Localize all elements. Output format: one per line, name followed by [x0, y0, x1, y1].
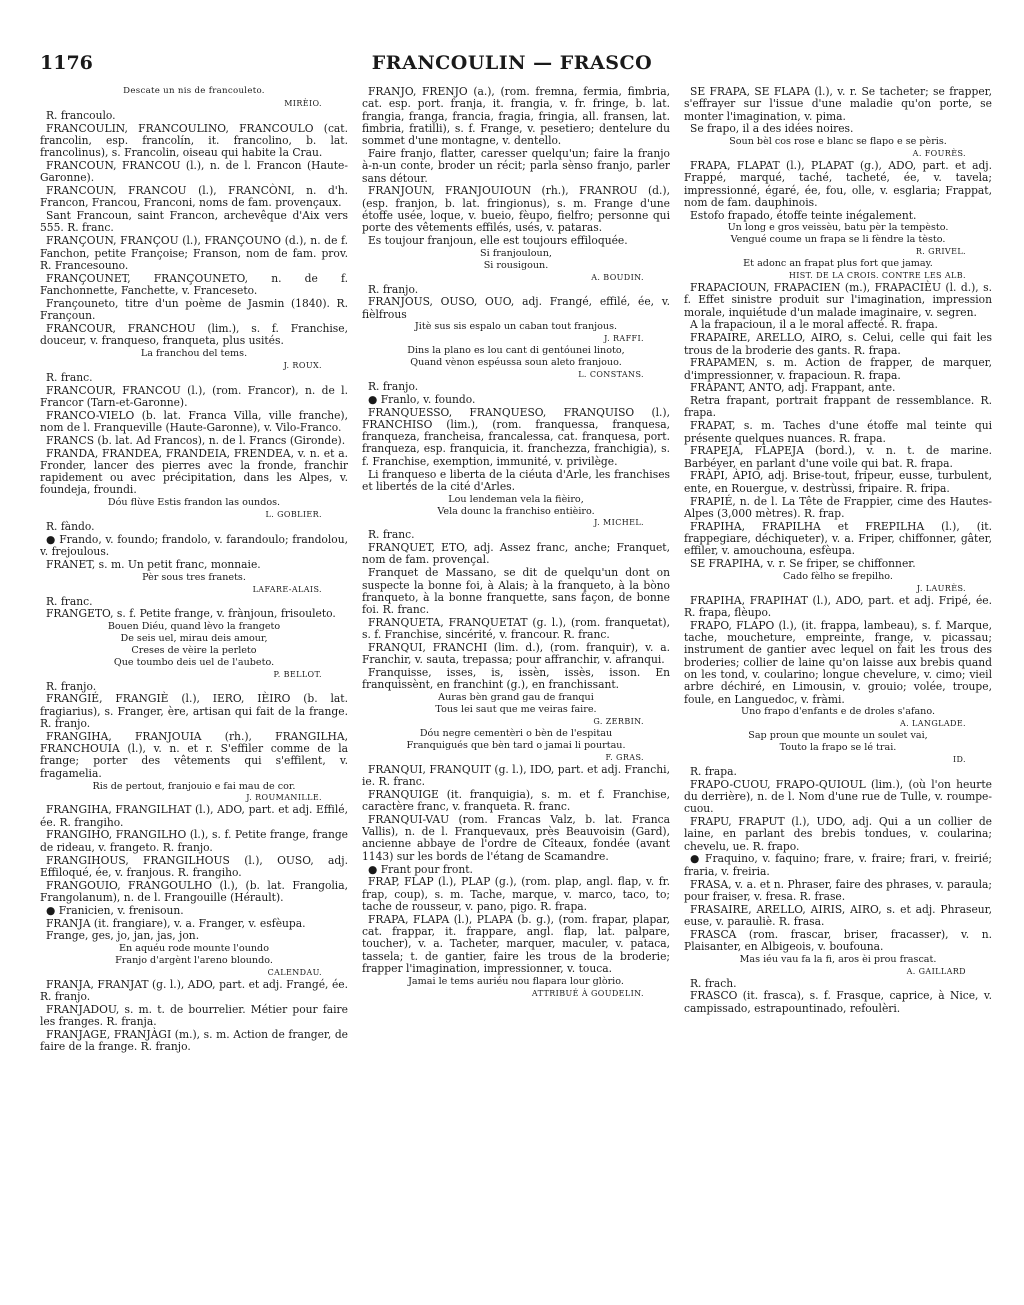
entry-paragraph: Se frapo, il a des idées noires.: [690, 122, 854, 136]
entry-paragraph: R. franjo.: [368, 380, 419, 393]
entry-paragraph: R. fàndo.: [46, 520, 95, 534]
entry-paragraph: FRASCO (it. frasca), s. f. Frasque, caprice, à Nice, v. campissado, estrapountinado, refoulèri.: [684, 989, 992, 1015]
entry-paragraph: FRANJA, FRANJAT (g. l.), ADO, part. et adj. Frangé, ée. R. franjo.: [40, 977, 348, 1004]
entry-paragraph: ● Frando, v. foundo; frandolo, v. farandoulo; frandolou, v. frejoulous.: [40, 532, 348, 559]
entry-paragraph: SE FRAPA, SE FLAPA (l.), v. r. Se tacheter; se frapper, s'effrayer sur l'issue d'une maladie qu'on porte, se monter l'imagination, v. pima.: [684, 86, 992, 123]
quotation-line: Lou lendeman vela la fièiro,: [448, 493, 584, 505]
quotation-line: Et adonc an frapat plus fort que jamay.: [743, 258, 933, 270]
entry-paragraph: FRANÇOUNET, FRANÇOUNETO, n. de f. Fanchonnette, Fanchette, v. Franceseto.: [40, 271, 348, 297]
entry-paragraph: FRAPA, FLAPA (l.), PLAPA (b. g.), (rom. frapar, plapar, cat. frappar, it. frappare, angl. flap, lat. palpare, toucher), v. a. Tacheter, marquer, maculer, v. pataca, tassela; t. de gantier, faire les trous de la broderie; frapper l'imagination, impressionner, v. touca.: [362, 912, 670, 975]
quotation-line: Franjo d'argènt l'areno bloundo.: [115, 955, 273, 967]
entry-paragraph: FRANQUESSO, FRANQUESO, FRANQUISO (l.), FRANCHISO (lim.), (rom. franquessa, franquesa, franqueza, francheisa, francalessa, cat. franquesa, port. franqueza, esp. franquicia, it. franchezza, franchigia), s. f. Franchise, exemption, immunité, v. privilège.: [362, 405, 670, 468]
quotation-line: Creses de vèire la perleto: [131, 644, 257, 656]
entry-paragraph: FRANGIÉ, FRANGIÈ (l.), IERO, IÈIRO (b. lat. fragiarius), s. Franger, ère, artisan qui fait de la frange. R. franjo.: [40, 692, 348, 731]
quotation-attribution: P. BELLOT.: [273, 669, 322, 679]
column-middle: [362, 86, 670, 1291]
entry-paragraph: Franquisse, isses, is, issèn, issès, isson. En franquissènt, en franchint (g.), en franchissant.: [362, 666, 670, 692]
entry-paragraph: FRANJOUN, FRANJOUIOUN (rh.), FRANROU (d.), (esp. franjon, b. lat. fringionus), s. m. Frange d'une étoffe usée, loque, v. bueio, fèupo, fielfro; personne qui porte des vêtements effilés, usés, v. pataras.: [362, 184, 670, 235]
entry-paragraph: FRAPU, FRAPUT (l.), UDO, adj. Qui a un collier de laine, en parlant des brebis tondues, v. coularina; chevelu, ue. R. frapo.: [684, 815, 992, 853]
entry-paragraph: FRANCS (b. lat. Ad Francos), n. de l. Francs (Gironde).: [46, 433, 346, 447]
quotation-line: Jitè sus sis espalo un caban tout franjous.: [414, 321, 618, 333]
entry-paragraph: FRANDA, FRANDEA, FRANDEIA, FRENDEA, v. n. et a. Fronder, lancer des pierres avec la fronde, franchir rapidement ou avec précipitation, dans les Alpes, v. foundeja, froundi.: [40, 446, 348, 497]
entry-paragraph: FRANCO-VIELO (b. lat. Franca Villa, ville franche), nom de l. Franqueville (Haute-Garonne), v. Vilo-Franco.: [40, 408, 348, 434]
entry-paragraph: Françouneto, titre d'un poème de Jasmin (1840). R. Françoun.: [40, 296, 348, 323]
entry-paragraph: R. franc.: [46, 370, 93, 384]
quotation-line: Un long e gros veissèu, batu pèr la tempèsto.: [727, 222, 949, 234]
quotation-line: La franchou del tems.: [140, 347, 248, 359]
entry-paragraph: FRANGIHO, FRANGILHO (l.), s. f. Petite frange, frange de rideau, v. frangeto. R. franjo.: [40, 828, 348, 854]
entry-paragraph: FRANJADOU, s. m. t. de bourrelier. Métier pour faire les franges. R. franja.: [40, 1002, 348, 1029]
quotation-line: Jamai le tems auriéu nou flapara lour glòrio.: [408, 975, 624, 987]
quotation-line: Sap proun que mounte un soulet vai,: [748, 730, 928, 742]
entry-paragraph: FRAPANT, ANTO, adj. Frappant, ante.: [690, 381, 896, 395]
entry-paragraph: FRAPEJA, FLAPEJA (bord.), v. n. t. de marine. Barbéyer, en parlant d'une voile qui bat. R. frapa.: [684, 444, 992, 470]
quotation-line: Descate un nis de francouleto.: [123, 86, 265, 96]
entry-paragraph: R. frapa.: [690, 764, 737, 778]
quotation-attribution: CALENDAU.: [267, 967, 322, 977]
entry-paragraph: ● Franicien, v. frenisoun.: [46, 903, 184, 917]
entry-paragraph: FRANJOUS, OUSO, OUO, adj. Frangé, effilé, ée, v. fièlfrous: [362, 295, 670, 321]
quotation-attribution: A. FOURÈS.: [912, 149, 966, 159]
entry-paragraph: R. franc.: [46, 594, 93, 608]
entry-paragraph: ● Franlo, v. foundo.: [368, 392, 476, 406]
quotation-attribution: J. MICHEL.: [594, 518, 644, 528]
entry-paragraph: FRAPIHA, FRAPILHA et FREPILHA (l.), (it. frappegiare, déchiqueter), v. a. Friper, chiffonner, gâter, effiler, v. amouchouna, esfèupa.: [684, 519, 992, 558]
entry-paragraph: FRAP, FLAP (l.), PLAP (g.), (rom. plap, angl. flap, v. fr. frap, coup), s. m. Tache, marque, v. marco, taco, to; tache de rousseur, v. pano, pigo. R. frapa.: [362, 875, 670, 913]
entry-paragraph: R. franjo.: [368, 282, 419, 296]
quotation-line: Dóu flùve Estis frandon las oundos.: [107, 497, 281, 509]
quotation-line: Vengué coume un frapa se li fèndre la tèsto.: [730, 234, 946, 246]
quotation-attribution: L. CONSTANS.: [578, 370, 644, 380]
entry-paragraph: FRANET, s. m. Un petit franc, monnaie.: [46, 557, 261, 571]
quotation-line: Mas iéu vau fa la fi, aros èi prou frascat.: [739, 953, 937, 965]
quotation-attribution: A. GAILLARD: [906, 966, 966, 976]
dictionary-columns: [40, 86, 992, 1291]
entry-paragraph: FRANGIHOUS, FRANGILHOUS (l.), OUSO, adj. Effiloqué, ée, v. franjous. R. frangiho.: [40, 853, 348, 879]
entry-paragraph: FRANCOUN, FRANCOU (l.), n. de l. Francon (Haute-Garonne).: [40, 159, 348, 185]
quotation-attribution: R. GRIVEL.: [915, 247, 966, 257]
quotation-line: Vela dounc la franchiso entièiro.: [437, 505, 595, 517]
entry-paragraph: ● Frant pour front.: [368, 862, 473, 876]
entry-paragraph: Es toujour franjoun, elle est toujours effiloquée.: [368, 234, 628, 248]
entry-paragraph: FRANQUET, ETO, adj. Assez franc, anche; Franquet, nom de fam. provençal.: [362, 541, 670, 567]
quotation-line: Si franjouloun,: [480, 247, 552, 259]
quotation-line: Franquigués que bèn tard o jamai li pourtau.: [406, 739, 626, 751]
entry-paragraph: Estofo frapado, étoffe teinte inégalement.: [690, 208, 917, 222]
entry-paragraph: FRANQUI, FRANCHI (lim. d.), (rom. franquir), v. a. Franchir, v. sauta, trepassa; pour affranchir, v. afranqui.: [362, 641, 670, 667]
column-left: [40, 86, 348, 1291]
entry-paragraph: FRANQUI, FRANQUIT (g. l.), IDO, part. et adj. Franchi, ie. R. franc.: [362, 762, 670, 788]
entry-paragraph: FRAPO, FLAPO (l.), (it. frappa, lambeau), s. f. Marque, tache, moucheture, empreinte, frange, v. picassau; instrument de gantier avec lequel on fait les trous des broderies; collier de laine qu'on laisse aux brebis quand on les tond, v. coularino; longue chevelure, v. cimo; vieil arbre déchiré, en Limousin, v. grouio; volée, troupe, foule, en Languedoc, v. fràmi.: [684, 618, 992, 706]
entry-paragraph: Retra frapant, portrait frappant de ressemblance. R. frapa.: [684, 394, 992, 420]
entry-paragraph: A la frapacioun, il a le moral affecté. R. frapa.: [690, 318, 938, 332]
quotation-line: Cado fèlho se frepilho.: [783, 570, 893, 582]
entry-paragraph: FRANGOUIO, FRANGOULHO (l.), (b. lat. Frangolia, Frangolanum), n. de l. Frangouille (Hérault).: [40, 878, 348, 904]
entry-paragraph: FRASCA (rom. frascar, briser, fracasser), v. n. Plaisanter, en Albigeois, v. boufouna.: [684, 927, 992, 954]
entry-paragraph: ● Fraquino, v. faquino; frare, v. fraire; frari, v. freirié; fraria, v. freiria.: [684, 852, 992, 878]
column-right: [684, 86, 992, 1291]
quotation-line: Bouen Diéu, quand lèvo la frangeto: [107, 621, 281, 633]
entry-paragraph: R. franjo.: [46, 679, 97, 693]
quotation-line: Si rousigoun.: [483, 259, 549, 271]
entry-paragraph: R. francoulo.: [46, 108, 116, 122]
page-title: FRANCOULIN — FRASCO: [371, 52, 653, 74]
entry-paragraph: FRÀPI, ÀPIO, adj. Brise-tout, fripeur, eusse, turbulent, ente, en Rouergue, v. destrùssi, fripaire. R. fripa.: [684, 469, 992, 495]
entry-paragraph: FRANGIHA, FRANGILHAT (l.), ADO, part. et adj. Effilé, ée. R. frangiho.: [40, 803, 348, 829]
entry-paragraph: FRAPIHA, FRAPIHAT (l.), ADO, part. et adj. Fripé, ée. R. frapa, flèupo.: [684, 593, 992, 619]
quotation-line: Dins la plano es lou cant di gentóunei linoto,: [407, 345, 625, 357]
entry-paragraph: Faire franjo, flatter, caresser quelqu'un; faire la franjo à-n-un conte, broder un récit; parla sènso franjo, parler sans détour.: [362, 146, 670, 185]
entry-paragraph: FRAPIÉ, n. de l. La Tête de Frappier, cime des Hautes-Alpes (3,000 mètres). R. frap.: [684, 494, 992, 520]
entry-paragraph: R. frach.: [690, 976, 737, 990]
entry-paragraph: Sant Francoun, saint Francon, archevêque d'Aix vers 555. R. franc.: [40, 209, 348, 235]
entry-paragraph: FRANJO, FRENJO (a.), (rom. fremna, fermia, fimbria, cat. esp. port. franja, it. frangia, v. fr. fringe, b. lat. frangia, franga, francia, fragia, fringia, all. fransen, lat. fimbria, fratilli), s. f. Frange, v. pesetiero; dentelure du sommet d'une montagne, v. dentello.: [362, 86, 670, 148]
quotation-attribution: L. GOBLIER.: [265, 510, 322, 520]
entry-paragraph: FRAPA, FLAPAT (l.), PLAPAT (g.), ADO, part. et adj. Frappé, marqué, taché, tacheté, ée, v. tavela; impressionné, égaré, ée, fou, olle, v. esglaria; Frappat, nom de fam. dauphinois.: [684, 159, 992, 209]
quotation-attribution: J. ROUMANILLE.: [246, 793, 322, 803]
entry-paragraph: FRASAIRE, ARELLO, AIRIS, AIRO, s. et adj. Phraseur, euse, v. parauliè. R. frasa.: [684, 902, 992, 928]
quotation-line: Ris de pertout, franjouio e fai mau de cor.: [92, 780, 296, 792]
entry-paragraph: Li franqueso e liberta de la ciéuta d'Arle, les franchises et libertés de la cité d'Arles.: [362, 467, 670, 493]
quotation-attribution: J. ROUX.: [283, 360, 322, 370]
entry-paragraph: FRAPO-CUOU, FRAPO-QUIOUL (lim.), (où l'on heurte du derrière), n. de l. Nom d'une rue de Tulle, v. roumpe-cuou.: [684, 777, 992, 816]
entry-paragraph: FRAPAIRE, ARELLO, AIRO, s. Celui, celle qui fait les trous de la broderie des gants. R. frapa.: [684, 331, 992, 357]
entry-paragraph: SE FRAPIHA, v. r. Se friper, se chiffonner.: [690, 557, 916, 571]
entry-paragraph: FRANJAGE, FRANJÀGI (m.), s. m. Action de franger, de faire de la frange. R. franjo.: [40, 1028, 348, 1054]
entry-paragraph: FRANJA (it. frangiare), v. a. Franger, v. esfèupa.: [46, 916, 306, 930]
quotation-line: En aquéu rode mounte l'oundo: [119, 943, 269, 955]
quotation-attribution: A. LANGLADE.: [899, 719, 966, 729]
quotation-attribution: F. GRAS.: [605, 752, 644, 762]
quotation-line: Touto la frapo se lé trai.: [779, 742, 897, 754]
entry-paragraph: FRANCOUN, FRANCOU (l.), FRANCÒNI, n. d'h. Francon, Francou, Franconi, noms de fam. provençaux.: [40, 184, 348, 210]
entry-paragraph: FRASA, v. a. et n. Phraser, faire des phrases, v. paraula; pour fraiser, v. fresa. R. frase.: [684, 877, 992, 903]
quotation-attribution: J. LAURÈS.: [916, 583, 966, 593]
entry-paragraph: Frange, ges, jo, jan, jas, jon.: [46, 929, 200, 943]
entry-paragraph: FRANQUETA, FRANQUETAT (g. l.), (rom. franquetat), s. f. Franchise, sincérité, v. francour. R. franc.: [362, 615, 670, 642]
quotation-line: Tous lei saut que me veiras faire.: [435, 704, 597, 716]
entry-paragraph: FRANCOULIN, FRANCOULINO, FRANCOULO (cat. francolin, esp. francolín, it. francolino, b. lat. francolinus), s. Francolin, oiseau qui habite la Crau.: [40, 121, 348, 160]
quotation-attribution: ID.: [952, 754, 966, 764]
quotation-line: Auras bèn grand gau de franqui: [438, 692, 594, 704]
entry-paragraph: FRANGETO, s. f. Petite frange, v. frànjoun, frisouleto.: [46, 607, 336, 621]
entry-paragraph: FRANQUIGE (it. franquigia), s. m. et f. Franchise, caractère franc, v. franqueta. R. franc.: [362, 787, 670, 814]
quotation-attribution: ATTRIBUÉ À GOUDELIN.: [531, 988, 644, 998]
quotation-line: Soun bèl cos rose e blanc se flapo e se pèris.: [729, 136, 947, 148]
entry-paragraph: FRANÇOUN, FRANÇOU (l.), FRANÇOUNO (d.), n. de f. Fanchon, petite Françoise; Franson, nom de fam. prov. R. Francesouno.: [40, 234, 348, 272]
quotation-attribution: MIRÈIO.: [284, 98, 322, 108]
entry-paragraph: FRANGIHA, FRANJOUIA (rh.), FRANGILHA, FRANCHOUIA (l.), v. n. et r. S'effiler comme de la frange; porter des vêtements qui s'effilent, v. fragamelia.: [40, 729, 348, 780]
entry-paragraph: Franquet de Massano, se dit de quelqu'un dont on suspecte la bonne foi, à Alais; à la franqueto, à la bòno franqueto, à la bonne franquette, sans façon, de bonne foi. R. franc.: [362, 566, 670, 617]
entry-paragraph: FRANCOUR, FRANCOU (l.), (rom. Francor), n. de l. Francor (Tarn-et-Garonne).: [40, 383, 348, 409]
entry-paragraph: FRAPAMEN, s. m. Action de frapper, de marquer, d'impressionner, v. frapacioun. R. frapa.: [684, 356, 992, 382]
quotation-attribution: G. ZERBIN.: [593, 717, 644, 727]
entry-paragraph: FRAPAT, s. m. Taches d'une étoffe mal teinte qui présente quelques nuances. R. frapa.: [684, 419, 992, 445]
quotation-attribution: A. BOUDIN.: [591, 272, 644, 282]
quotation-line: De seis uel, mirau deis amour,: [120, 633, 268, 645]
quotation-line: Pèr sous tres franets.: [142, 571, 246, 583]
quotation-line: Uno frapo d'enfants e de droles s'afano.: [740, 706, 936, 718]
quotation-line: Que toumbo deis uel de l'aubeto.: [113, 656, 275, 668]
entry-paragraph: FRAPACIOUN, FRAPACIEN (m.), FRAPACIÈU (l. d.), s. f. Effet sinistre produit sur l'imagination, impression morale, inquiétude d'un malade imaginaire, v. segren.: [684, 281, 992, 319]
entry-paragraph: FRANCOUR, FRANCHOU (lim.), s. f. Franchise, douceur, v. franqueso, franqueta, plus usités.: [40, 321, 348, 348]
quotation-line: Quand vènon espéussa soun aleto franjouo.: [410, 357, 622, 369]
quotation-attribution: LAFARE-ALAIS.: [252, 584, 322, 594]
entry-paragraph: FRANQUI-VAU (rom. Francas Valz, b. lat. Franca Vallis), n. de l. Franquevaux, près Beauvoisin (Gard), ancienne abbaye de l'ordre de Cîteaux, fondée (avant 1143) sur les bords de l'étang de Scamandre.: [362, 812, 670, 863]
quotation-line: Dóu negre cementèri o bèn de l'espitau: [419, 727, 613, 739]
quotation-attribution: HIST. DE LA CROIS. CONTRE LES ALB.: [788, 271, 966, 281]
page-number: 1176: [40, 52, 93, 74]
quotation-attribution: J. RAFFI.: [604, 334, 644, 344]
entry-paragraph: R. franc.: [368, 528, 415, 542]
